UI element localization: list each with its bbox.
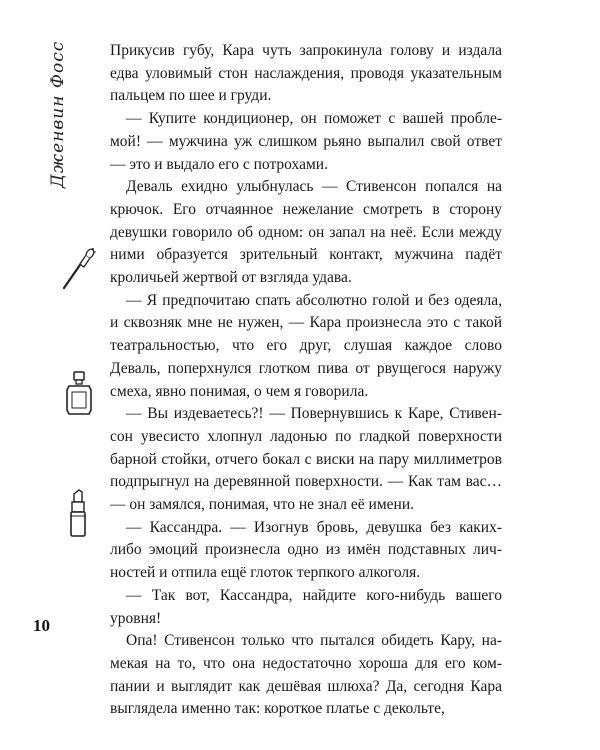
paragraph: — Вы издеваетесь?! — Повернувшись к Каре, Стивенсон увесисто хлопнул ладонью по гладкой поверхности барной стойки, отчего бокал с виски на пару миллиметров подпрыгнул на деревянной поверхности. — Как там вас… — он замялся, понимая, что не знал её имени. [110,405,502,514]
paragraph: — Так вот, Кассандра, найдите кого-нибудь вашего уровня! [110,586,502,627]
paragraph: Деваль ехидно улыбнулась — Стивенсон попался на крючок. Его отчаянное нежелание смотреть в сторону девушки говорило об одном: он запал на неё. Если между ними образуется зрительный контакт, мужчина падёт кроличьей жертвой от взгляда удава. [110,178,502,287]
perfume-bottle-icon [64,370,94,416]
paragraph: — Я предпочитаю спать абсолютно голой и без одеяла, и сквозняк мне не нужен, — Кара произнесла это с такой театральностью, что его друг, слушая каждое слово Деваль, поперхнулся глотком пива от рвущегося наружу смеха, явно понимая, о чем я говорила. [110,291,502,400]
paragraph: Прикусив губу, Кара чуть запрокинула голову и издала едва уловимый стон наслаждения, проводя указательным пальцем по шее и груди. [110,42,502,105]
body-text [110,40,502,721]
paragraph: — Купите кондиционер, он поможет с вашей проблемой! — мужчина уж слишком рьяно выпалил свой ответ — это и выдало его с потрохами. [110,110,502,173]
page-margin [0,0,110,750]
makeup-brush-icon [60,246,96,292]
paragraph: — Кассандра. — Изогнув бровь, девушка без каких-либо эмоций произнесла одно из имён подставных личностей и отпила ещё глоток терпкого алкоголя. [110,518,502,582]
page-number: 10 [33,616,50,635]
lipstick-icon [68,488,88,538]
paragraph: Опа! Стивенсон только что пытался обидеть Кару, намекая на то, что она недостаточно хороша для его компании и выглядит как дешёвая шлюха? Да, сегодня Кара выглядела именно так: короткое платье с декольте, [110,632,502,718]
running-header-author: Дженвин Фосс [48,40,68,188]
